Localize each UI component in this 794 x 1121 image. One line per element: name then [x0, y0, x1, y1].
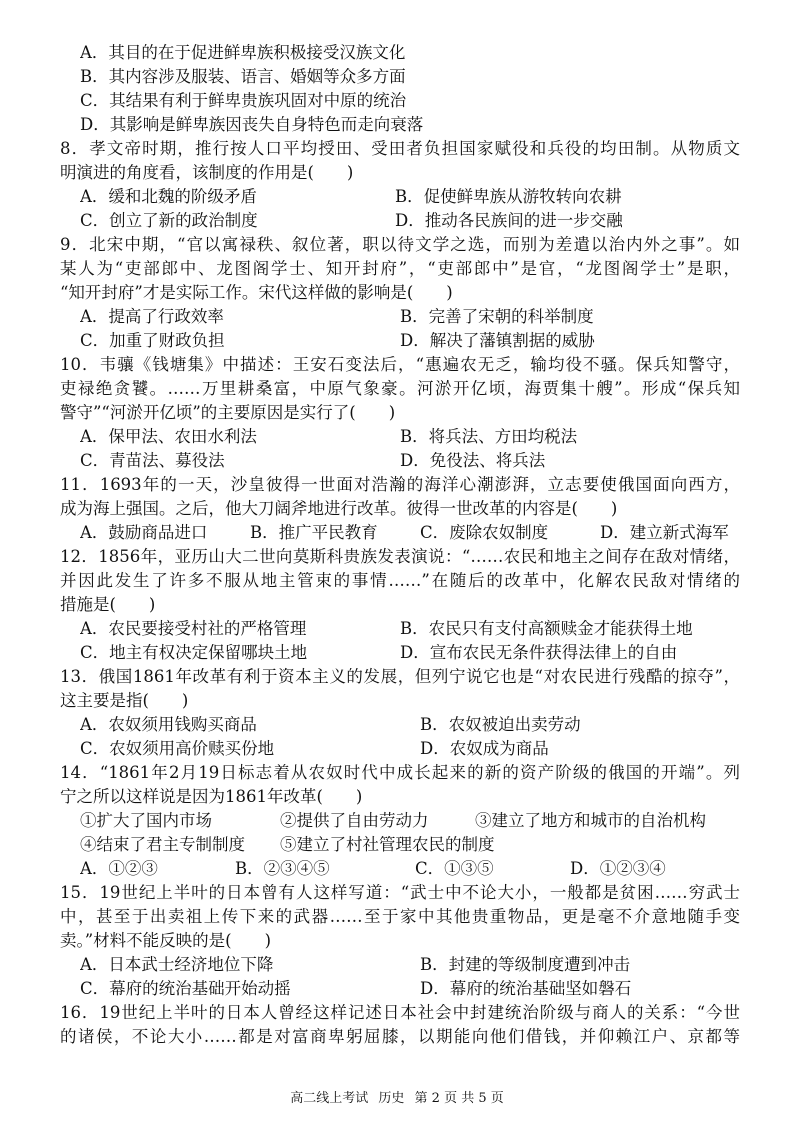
- q14-item-3: ③建立了地方和城市的自治机构: [475, 811, 706, 830]
- q15-option-c: C．幕府的统治基础开始动摇: [80, 979, 291, 998]
- q9-stem-line: 某人为“吏部郎中、龙图阁学士、知开封府”，“吏部郎中”是官，“龙图阁学士”是职，: [60, 259, 740, 278]
- q15-option-b: B．封建的等级制度遭到冲击: [420, 955, 631, 974]
- q11-option-c: C．废除农奴制度: [420, 523, 549, 542]
- q10-options-row: [80, 449, 760, 473]
- q9-option-a: A．提高了行政效率: [80, 307, 224, 326]
- q14-items-row: [80, 809, 760, 833]
- q11-stem-line: 11．1693年的一天，沙皇彼得一世面对浩瀚的海洋心潮澎湃，立志要使俄国面向西方，: [60, 475, 740, 494]
- q8-stem-line: 明演进的角度看，该制度的作用是( ): [60, 163, 354, 182]
- q13-option-c: C．农奴须用高价赎买份地: [80, 739, 275, 758]
- q15-option-d: D．幕府的统治基础坚如磐石: [420, 979, 632, 998]
- q9-stem-line: 9．北宋中期，“官以寓禄秩、叙位著，职以待文学之选，而别为差遣以治内外之事”。如: [60, 235, 740, 254]
- q8-options-row: [80, 209, 760, 233]
- footer-page-number: 第 2 页 共 5 页: [414, 1091, 504, 1106]
- q9-option-b: B．完善了宋朝的科举制度: [400, 307, 594, 326]
- q13-option-a: A．农奴须用钱购买商品: [80, 715, 257, 734]
- q13-options-row: [80, 713, 760, 737]
- q15-stem-line: 中，甚至于出卖祖上传下来的武器……至于家中其他贵重物品，更是毫不介意地随手变: [60, 907, 740, 926]
- q10-stem-line: 吏禄绝贪饕。……万里耕桑富，中原气象豪。河淤开亿顷，海贾集十艘”。形成“保兵知: [60, 379, 740, 398]
- q11-option-d: D．建立新式海军: [600, 523, 729, 542]
- q14-item-5: ⑤建立了村社管理农民的制度: [280, 835, 495, 854]
- q11-stem-line: 成为海上强国。之后，他大刀阔斧地进行改革。彼得一世改革的内容是( ): [60, 499, 618, 518]
- q12-stem-line: 并因此发生了许多不服从地主管束的事情……”在随后的改革中，化解农民敌对情绪的: [60, 571, 740, 590]
- q12-stem-line: 措施是( ): [60, 595, 156, 614]
- q8-options-row: [80, 185, 760, 209]
- q12-option-b: B．农民只有支付高额赎金才能获得土地: [400, 619, 693, 638]
- q10-options-row: [80, 425, 760, 449]
- q10-stem-line: 10．韦骧《钱塘集》中描述：王安石变法后，“惠遍农无乏，输均役不骚。保兵知警守，: [60, 355, 740, 374]
- q14-item-1: ①扩大了国内市场: [80, 811, 212, 830]
- page-footer: [0, 1090, 794, 1108]
- q9-stem-line: “知开封府”才是实际工作。宋代这样做的影响是( ): [60, 283, 453, 302]
- q12-stem-line: 12．1856年，亚历山大二世向莫斯科贵族发表演说：“……农民和地主之间存在敌对情绪，: [60, 547, 740, 566]
- q7-option-d: D．其影响是鲜卑族因丧失自身特色而走向衰落: [80, 115, 424, 134]
- q15-option-a: A．日本武士经济地位下降: [80, 955, 274, 974]
- q12-options-row: [80, 617, 760, 641]
- q15-options-row: [80, 977, 760, 1001]
- q10-option-c: C．青苗法、募役法: [80, 451, 225, 470]
- q16-stem-line: 的诸侯，不论大小……都是对富商卑躬屈膝，以期能向他们借钱，并仰赖江户、京都等: [60, 1027, 740, 1046]
- q12-options-row: [80, 641, 760, 665]
- q8-option-a: A．缓和北魏的阶级矛盾: [80, 187, 257, 206]
- q14-option-b: B．②③④⑤: [235, 859, 330, 878]
- q7-option-c: C．其结果有利于鲜卑贵族巩固对中原的统治: [80, 91, 407, 110]
- q14-option-a: A．①②③: [80, 859, 158, 878]
- q12-option-c: C．地主有权决定保留哪块土地: [80, 643, 308, 662]
- q9-option-c: C．加重了财政负担: [80, 331, 225, 350]
- q11-option-a: A．鼓励商品进口: [80, 523, 208, 542]
- q8-stem-line: 8．孝文帝时期，推行按人口平均授田、受田者负担国家赋役和兵役的均田制。从物质文: [60, 139, 740, 158]
- q16-stem-line: 16．19世纪上半叶的日本人曾经这样记述日本社会中封建统治阶级与商人的关系：“今世: [60, 1003, 740, 1022]
- q8-option-b: B．促使鲜卑族从游牧转向农耕: [395, 187, 622, 206]
- q9-option-d: D．解决了藩镇割据的威胁: [400, 331, 595, 350]
- q14-option-d: D．①②③④: [570, 859, 666, 878]
- q14-stem-line: 宁之所以这样说是因为1861年改革( ): [60, 787, 363, 806]
- q11-options-row: [80, 521, 760, 545]
- q13-option-d: D．农奴成为商品: [420, 739, 549, 758]
- q14-option-c: C．①③⑤: [415, 859, 494, 878]
- q15-stem-line: 卖。”材料不能反映的是( ): [60, 931, 272, 950]
- q14-item-2: ②提供了自由劳动力: [280, 811, 429, 830]
- q14-item-4: ④结束了君主专制制度: [80, 835, 245, 854]
- q14-stem-line: 14．“1861年2月19日标志着从农奴时代中成长起来的新的资产阶级的俄国的开端”。列: [60, 763, 740, 782]
- q9-options-row: [80, 305, 760, 329]
- q14-items-row: [80, 833, 760, 857]
- q7-option-a: A．其目的在于促进鲜卑族积极接受汉族文化: [80, 43, 406, 62]
- q8-option-c: C．创立了新的政治制度: [80, 211, 258, 230]
- q10-option-d: D．免役法、将兵法: [400, 451, 546, 470]
- q13-option-b: B．农奴被迫出卖劳动: [420, 715, 581, 734]
- q10-stem-line: 警守”“河淤开亿顷”的主要原因是实行了( ): [60, 403, 396, 422]
- q12-option-a: A．农民要接受村社的严格管理: [80, 619, 307, 638]
- q15-options-row: [80, 953, 760, 977]
- q13-stem-line: 13．俄国1861年改革有利于资本主义的发展，但列宁说它也是“对农民进行残酷的掠夺”，: [60, 667, 740, 686]
- q12-option-d: D．宣布农民无条件获得法律上的自由: [400, 643, 678, 662]
- q8-option-d: D．推动各民族间的进一步交融: [395, 211, 623, 230]
- q11-option-b: B．推广平民教育: [250, 523, 378, 542]
- q7-option-b: B．其内容涉及服装、语言、婚姻等众多方面: [80, 67, 406, 86]
- q10-option-b: B．将兵法、方田均税法: [400, 427, 578, 446]
- q14-options-row: [80, 857, 760, 881]
- footer-subject: 历史: [378, 1091, 405, 1106]
- q13-stem-line: 这主要是指( ): [60, 691, 189, 710]
- q9-options-row: [80, 329, 760, 353]
- q13-options-row: [80, 737, 760, 761]
- q15-stem-line: 15．19世纪上半叶的日本曾有人这样写道：“武士中不论大小，一般都是贫困……穷武士: [60, 883, 740, 902]
- footer-exam-name: 高二线上考试: [290, 1091, 369, 1106]
- q10-option-a: A．保甲法、农田水利法: [80, 427, 257, 446]
